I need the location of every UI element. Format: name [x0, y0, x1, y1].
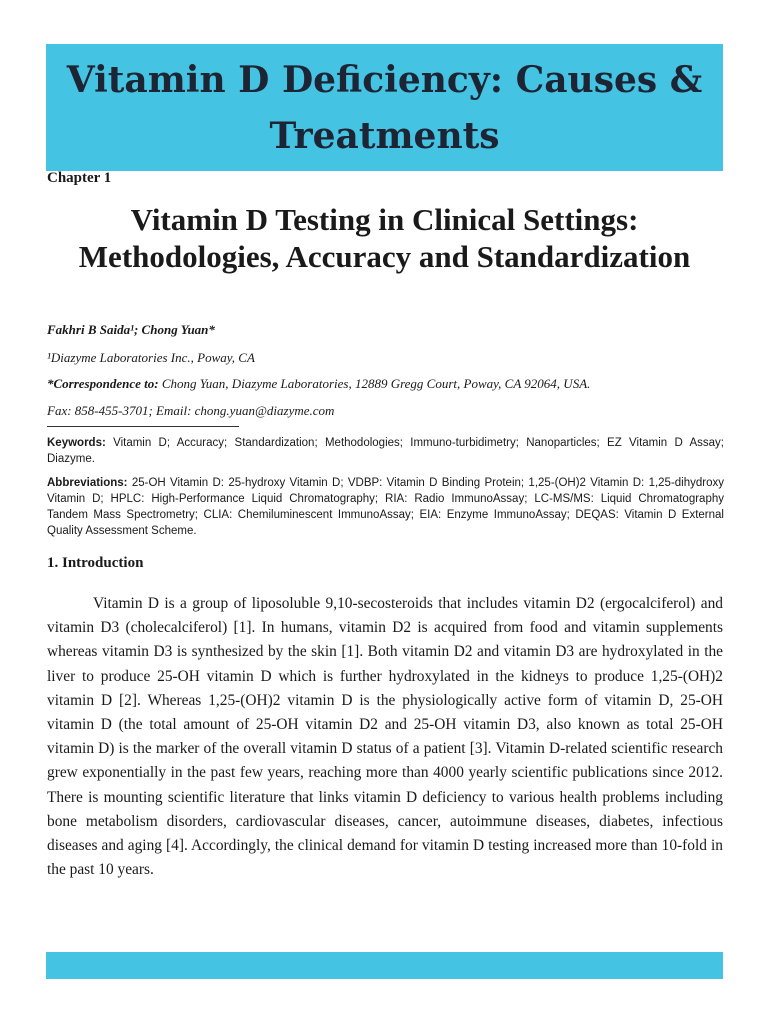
keywords-block — [47, 435, 724, 467]
introduction-heading: 1. Introduction — [47, 555, 144, 571]
keywords-label: Keywords: — [47, 437, 106, 449]
keywords-text: Vitamin D; Accuracy; Standardization; Methodologies; Immuno-turbidimetry; Nanoparticles; EZ Vitamin D Assay; Diazyme. — [47, 437, 724, 465]
author-line: Fakhri B Saida¹; Chong Yuan* — [47, 322, 215, 337]
correspondence-label: *Correspondence to: — [47, 376, 159, 391]
correspondence-line — [47, 376, 590, 392]
contact-line: Fax: 858-455-3701; Email: chong.yuan@diazyme.com — [47, 403, 335, 418]
footer-bar — [46, 952, 723, 979]
abbreviations-label: Abbreviations: — [47, 477, 128, 489]
correspondence-text: Chong Yuan, Diazyme Laboratories, 12889 Gregg Court, Poway, CA 92064, USA. — [158, 376, 591, 391]
affiliation-line: ¹Diazyme Laboratories Inc., Poway, CA — [47, 350, 255, 365]
abbreviations-block — [47, 475, 724, 539]
chapter-title: Vitamin D Testing in Clinical Settings: Methodologies, Accuracy and Standardization — [78, 202, 691, 274]
book-title-banner — [46, 44, 723, 171]
chapter-label: Chapter 1 — [47, 170, 112, 186]
abbreviations-text: 25-OH Vitamin D: 25-hydroxy Vitamin D; VDBP: Vitamin D Binding Protein; 1,25-(OH)2 Vitamin D: 1,25-dihydroxy Vitamin D; HPLC: High-Performance Liquid Chromatography; RIA: Radio ImmunoAssay; LC-MS/MS: Liquid Chromatography Tandem Mass Spectrometry; CLIA: Chemiluminescent ImmunoAssay; EIA: Enzyme ImmunoAssay; DEQAS: Vitamin D External Quality Assessment Scheme. — [47, 477, 724, 537]
introduction-paragraph: Vitamin D is a group of liposoluble 9,10-secosteroids that includes vitamin D2 (ergocalciferol) and vitamin D3 (cholecalciferol) [1]. In humans, vitamin D2 is acquired from food and vitamin supplements whereas vitamin D3 is synthesized by the skin [1]. Both vitamin D2 and vitamin D3 are hydroxylated in the liver to produce 25-OH vitamin D which is further hydroxylated in the kidneys to produce 1,25-(OH)2 vitamin D [2]. Whereas 1,25-(OH)2 vitamin D is the physiologically active form of vitamin D, 25-OH vitamin D (the total amount of 25-OH vitamin D2 and 25-OH vitamin D3, also known as total 25-OH vitamin D) is the marker of the overall vitamin D status of a patient [3]. Vitamin D-related scientific research grew exponentially in the past few years, reaching more than 4000 yearly scientific publications since 2012. There is mounting scientific literature that links vitamin D deficiency to various health problems including bone metabolism disorders, cardiovascular diseases, cancer, autoimmune diseases, diabetes, infectious diseases and aging [4]. Accordingly, the clinical demand for vitamin D testing increased more than 10-fold in the past 10 years. — [47, 595, 723, 879]
book-title: Vitamin D Deficiency: Causes & Treatments — [66, 58, 703, 157]
section-divider — [47, 426, 239, 427]
